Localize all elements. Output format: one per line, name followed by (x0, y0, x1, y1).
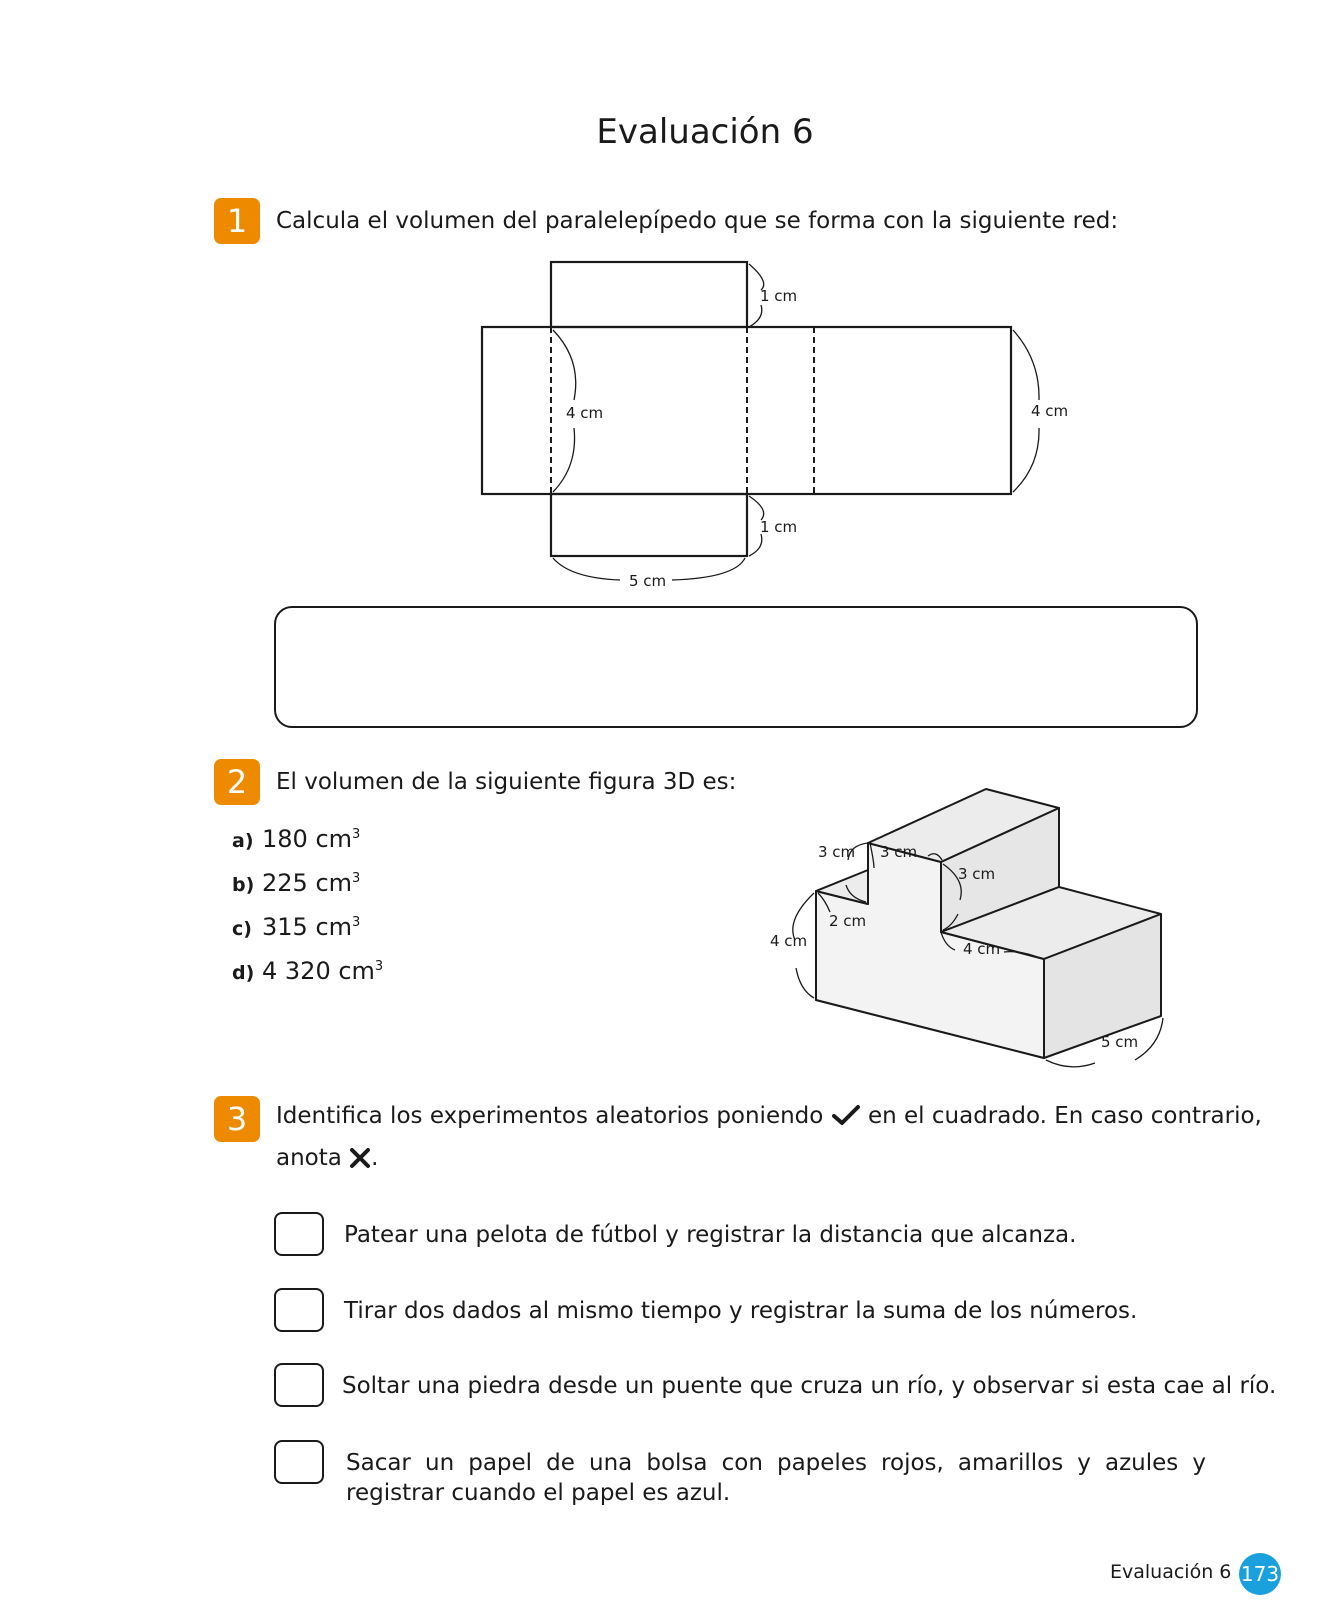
question-number-2: 2 (214, 759, 260, 805)
cross-mark-icon (349, 1147, 371, 1169)
figure-label-4cm-height: 4 cm (770, 932, 808, 950)
net-label-top: 1 cm (760, 287, 798, 305)
figure-label-3cm-b: 3 cm (880, 843, 918, 861)
question-number-3: 3 (214, 1096, 260, 1142)
page-title: Evaluación 6 (596, 112, 814, 152)
figure-label-2cm: 2 cm (829, 912, 867, 930)
stepped-solid-figure (0, 760, 1339, 1070)
item-2-text: Tirar dos dados al mismo tiempo y registrar la suma de los números. (344, 1298, 1138, 1324)
checkbox-item-4[interactable] (274, 1440, 324, 1484)
option-value: 4 320 $cm^3$ (262, 957, 384, 985)
net-label-left-height: 4 cm (566, 404, 604, 422)
question-number-1: 1 (214, 198, 260, 244)
option-letter: c) (232, 918, 252, 940)
figure-label-4cm-depth: 4 cm (963, 940, 1001, 958)
checkbox-item-3[interactable] (274, 1363, 324, 1407)
figure-label-3cm-a: 3 cm (818, 843, 856, 861)
page-number-badge: 173 (1239, 1553, 1281, 1595)
question-3-text-line2: anota . (276, 1145, 379, 1171)
option-value: 180 $cm^3$ (262, 825, 361, 853)
net-label-right-height: 4 cm (1031, 402, 1069, 420)
net-diagram (0, 0, 1339, 620)
item-1-text: Patear una pelota de fútbol y registrar la distancia que alcanza. (344, 1222, 1077, 1248)
option-letter: b) (232, 874, 255, 896)
option-value: 315 $cm^3$ (262, 913, 361, 941)
check-mark-icon (831, 1103, 861, 1127)
checkbox-item-2[interactable] (274, 1288, 324, 1332)
option-letter: d) (232, 962, 255, 984)
item-4-text: Sacar un papel de una bolsa con papeles rojos, amarillos y azules y registrar cuando el papel es azul. (346, 1450, 1206, 1506)
figure-label-3cm-c: 3 cm (958, 865, 996, 883)
question-2-text: El volumen de la siguiente figura 3D es: (276, 769, 737, 795)
net-label-bottom: 1 cm (760, 518, 798, 536)
net-label-width: 5 cm (629, 572, 667, 590)
checkbox-item-1[interactable] (274, 1212, 324, 1256)
question-1-text: Calcula el volumen del paralelepípedo que se forma con la siguiente red: (276, 208, 1119, 234)
figure-label-5cm: 5 cm (1101, 1033, 1139, 1051)
footer-section-label: Evaluación 6 (1110, 1561, 1232, 1583)
question-3-text-line1: Identifica los experimentos aleatorios poniendo en el cuadrado. En caso contrario, (276, 1103, 1262, 1129)
answer-box[interactable] (274, 606, 1198, 728)
item-3-text: Soltar una piedra desde un puente que cruza un río, y observar si esta cae al río. (342, 1373, 1277, 1399)
option-letter: a) (232, 830, 254, 852)
option-value: 225 $cm^3$ (262, 869, 361, 897)
